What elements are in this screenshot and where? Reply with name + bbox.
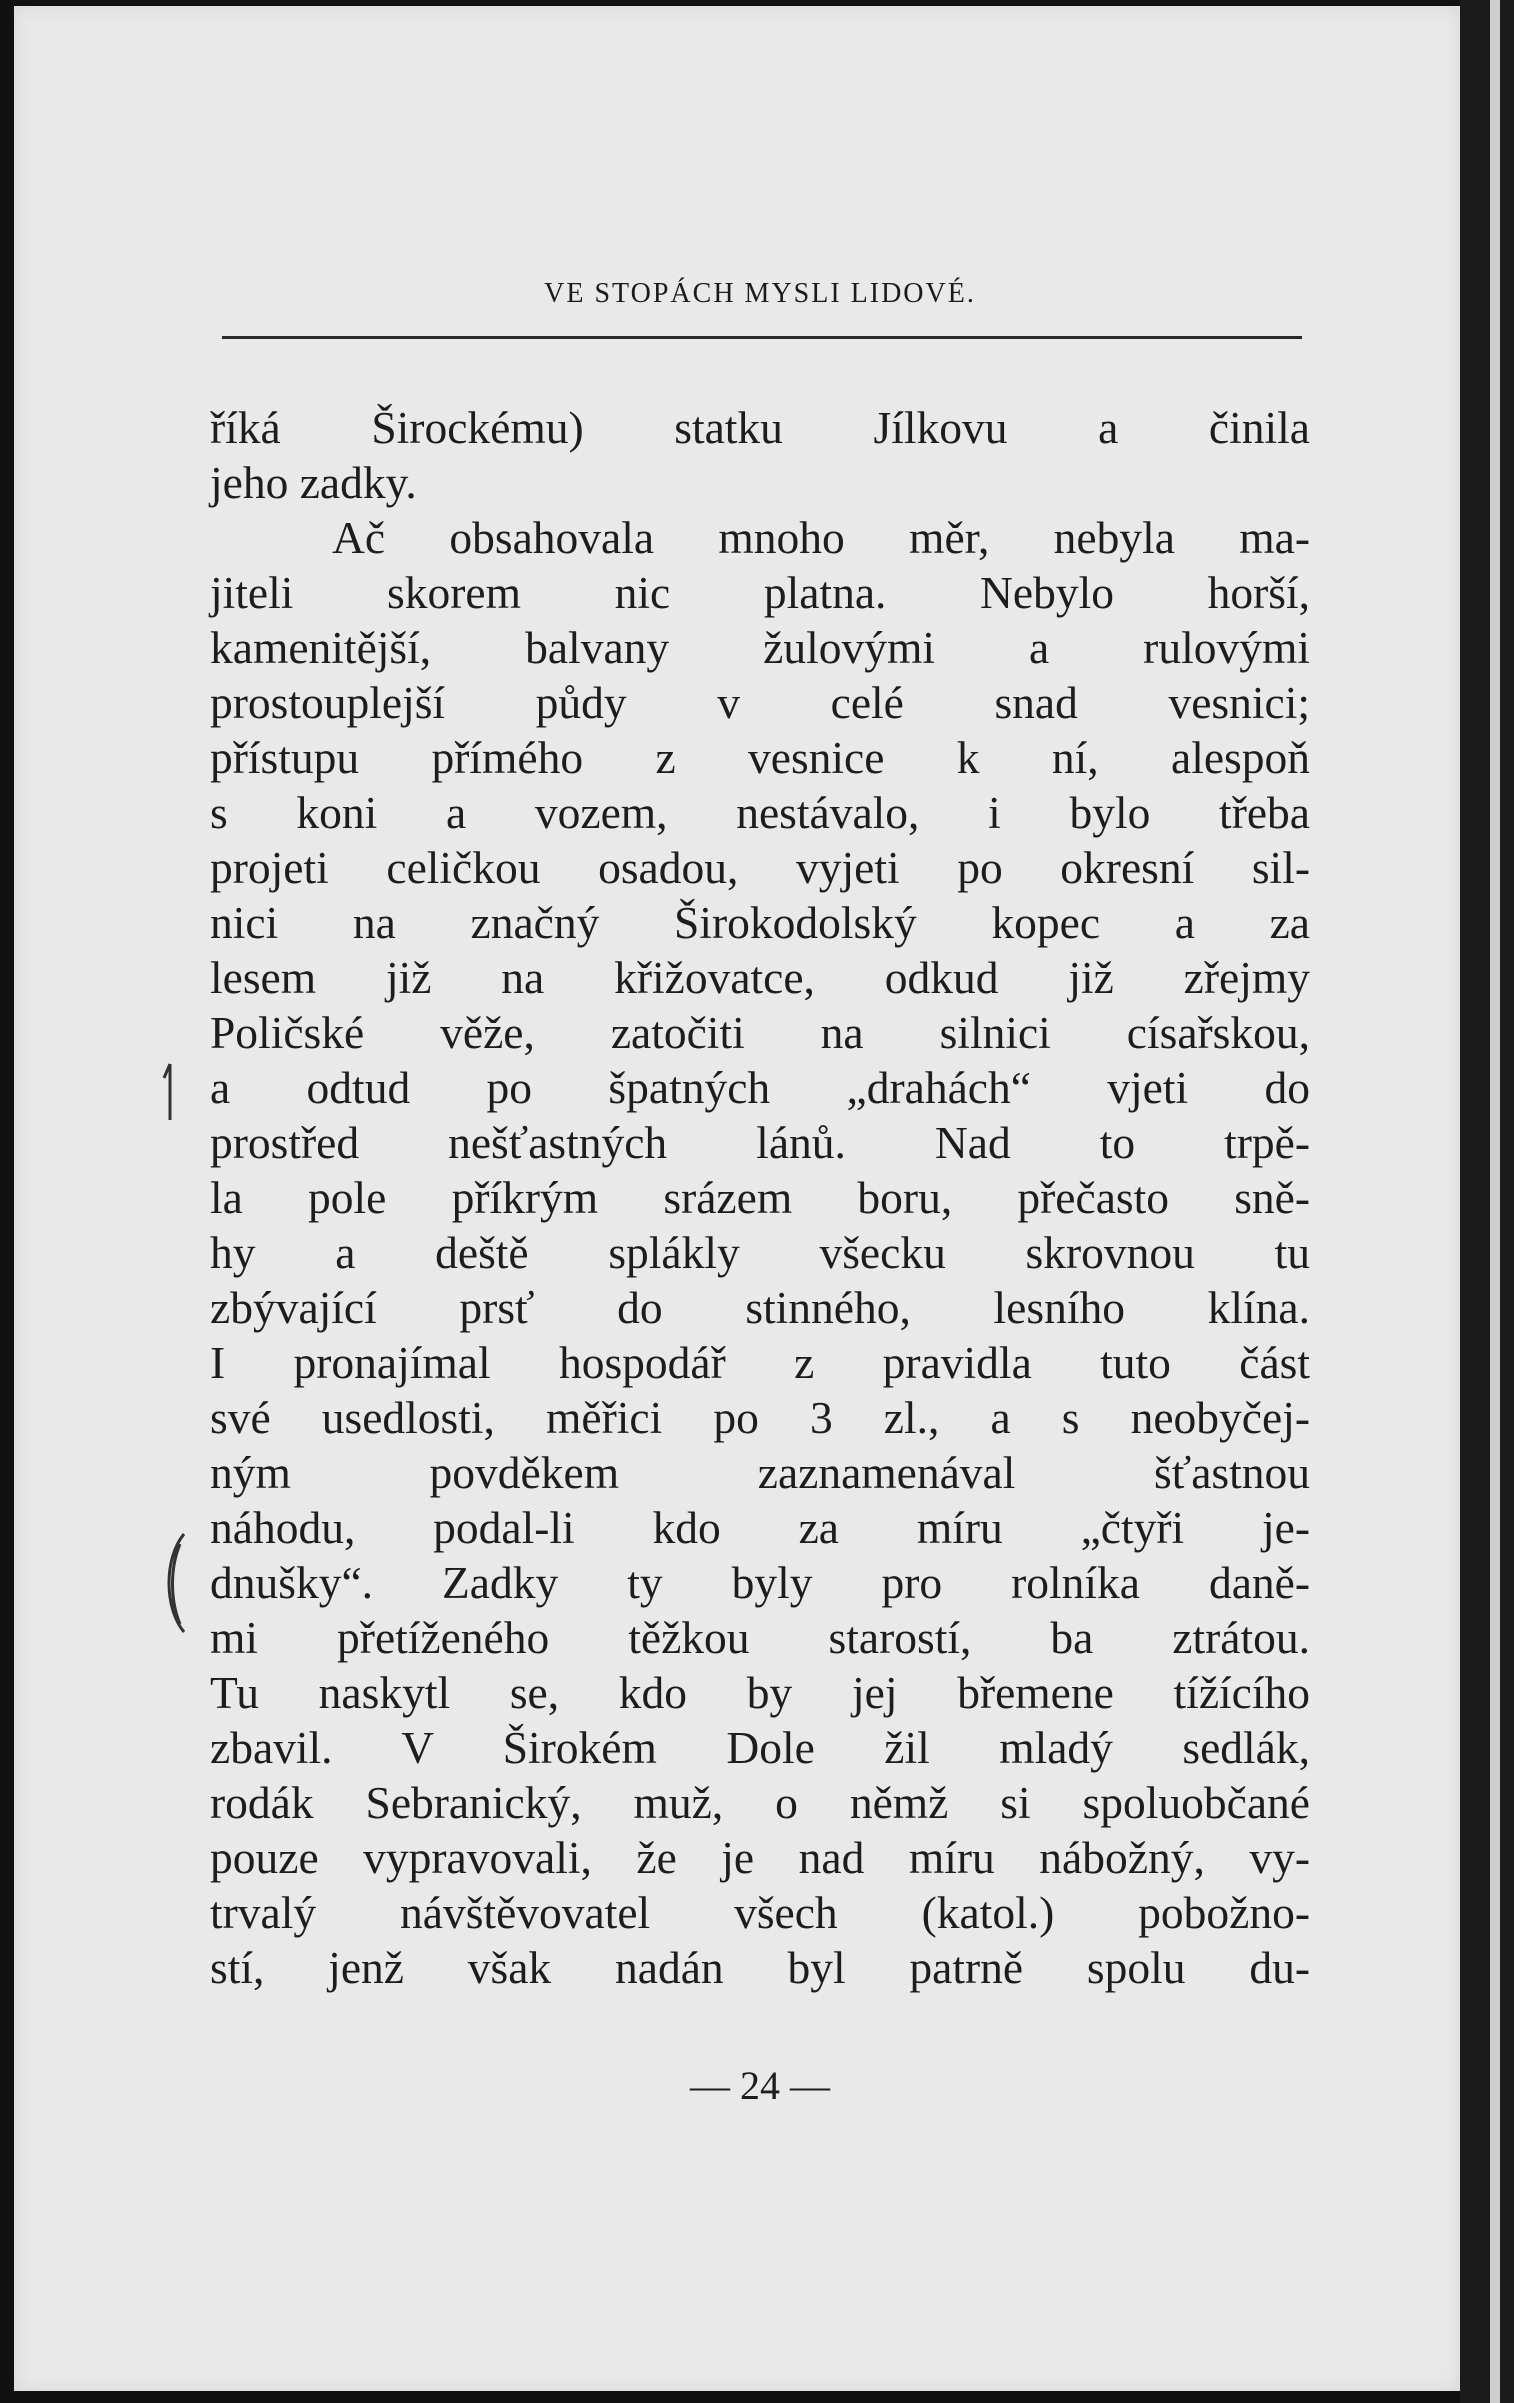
text-line: Poličské věže, zatočiti na silnici císařskou,	[210, 1007, 1310, 1058]
text-line: stí, jenž však nadán byl patrně spolu du-	[210, 1942, 1310, 1993]
text-line: své usedlosti, měřici po 3 zl., a s neobyčej-	[210, 1392, 1310, 1443]
body-text	[210, 400, 1310, 1995]
text-line: lesem již na křižovatce, odkud již zřejmy	[210, 952, 1310, 1003]
text-line: I pronajímal hospodář z pravidla tuto část	[210, 1337, 1310, 1388]
header-rule	[222, 336, 1302, 339]
text-line: projeti celičkou osadou, vyjeti po okresní sil-	[210, 842, 1310, 893]
text-line: la pole příkrým srázem boru, přečasto sně-	[210, 1172, 1310, 1223]
text-line: trvalý návštěvovatel všech (katol.) pobožno-	[210, 1887, 1310, 1938]
text-line: zbývající prsť do stinného, lesního klína.	[210, 1282, 1310, 1333]
running-head: VE STOPÁCH MYSLI LIDOVÉ.	[544, 278, 976, 309]
text-line: přístupu přímého z vesnice k ní, alespoň	[210, 732, 1310, 783]
text-line: dnušky“. Zadky ty byly pro rolníka daně-	[210, 1557, 1310, 1608]
text-line: nici na značný Širokodolský kopec a za	[210, 897, 1310, 948]
text-line: říká Širockému) statku Jílkovu a činila	[210, 402, 1310, 453]
text-line: prostouplejší půdy v celé snad vesnici;	[210, 677, 1310, 728]
text-line: kamenitější, balvany žulovými a rulovými	[210, 622, 1310, 673]
text-line: zbavil. V Širokém Dole žil mladý sedlák,	[210, 1722, 1310, 1773]
text-line: jiteli skorem nic platna. Nebylo horší,	[210, 567, 1310, 618]
text-line: hy a deště splákly všecku skrovnou tu	[210, 1227, 1310, 1278]
text-line: prostřed nešťastných lánů. Nad to trpě-	[210, 1117, 1310, 1168]
margin-bracket-icon	[160, 1528, 190, 1638]
text-line: Tu naskytl se, kdo by jej břemene tížícího	[210, 1667, 1310, 1718]
text-line: rodák Sebranický, muž, o němž si spoluobčané	[210, 1777, 1310, 1828]
page-number: — 24 —	[690, 2063, 830, 2108]
text-line: pouze vypravovali, že je nad míru nábožný, vy-	[210, 1832, 1310, 1883]
text-line: ným povděkem zaznamenával šťastnou	[210, 1447, 1310, 1498]
text-line: jeho zadky.	[210, 457, 417, 508]
page-edge-strip	[1490, 0, 1500, 2403]
page-edge-shadow	[1460, 0, 1514, 2403]
text-line: Ač obsahovala mnoho měr, nebyla ma-	[332, 512, 1310, 563]
text-line: mi přetíženého těžkou starostí, ba ztrátou.	[210, 1612, 1310, 1663]
margin-mark-icon	[158, 1060, 180, 1130]
text-line: náhodu, podal-li kdo za míru „čtyři je-	[210, 1502, 1310, 1553]
text-line: a odtud po špatných „drahách“ vjeti do	[210, 1062, 1310, 1113]
text-line: s koni a vozem, nestávalo, i bylo třeba	[210, 787, 1310, 838]
